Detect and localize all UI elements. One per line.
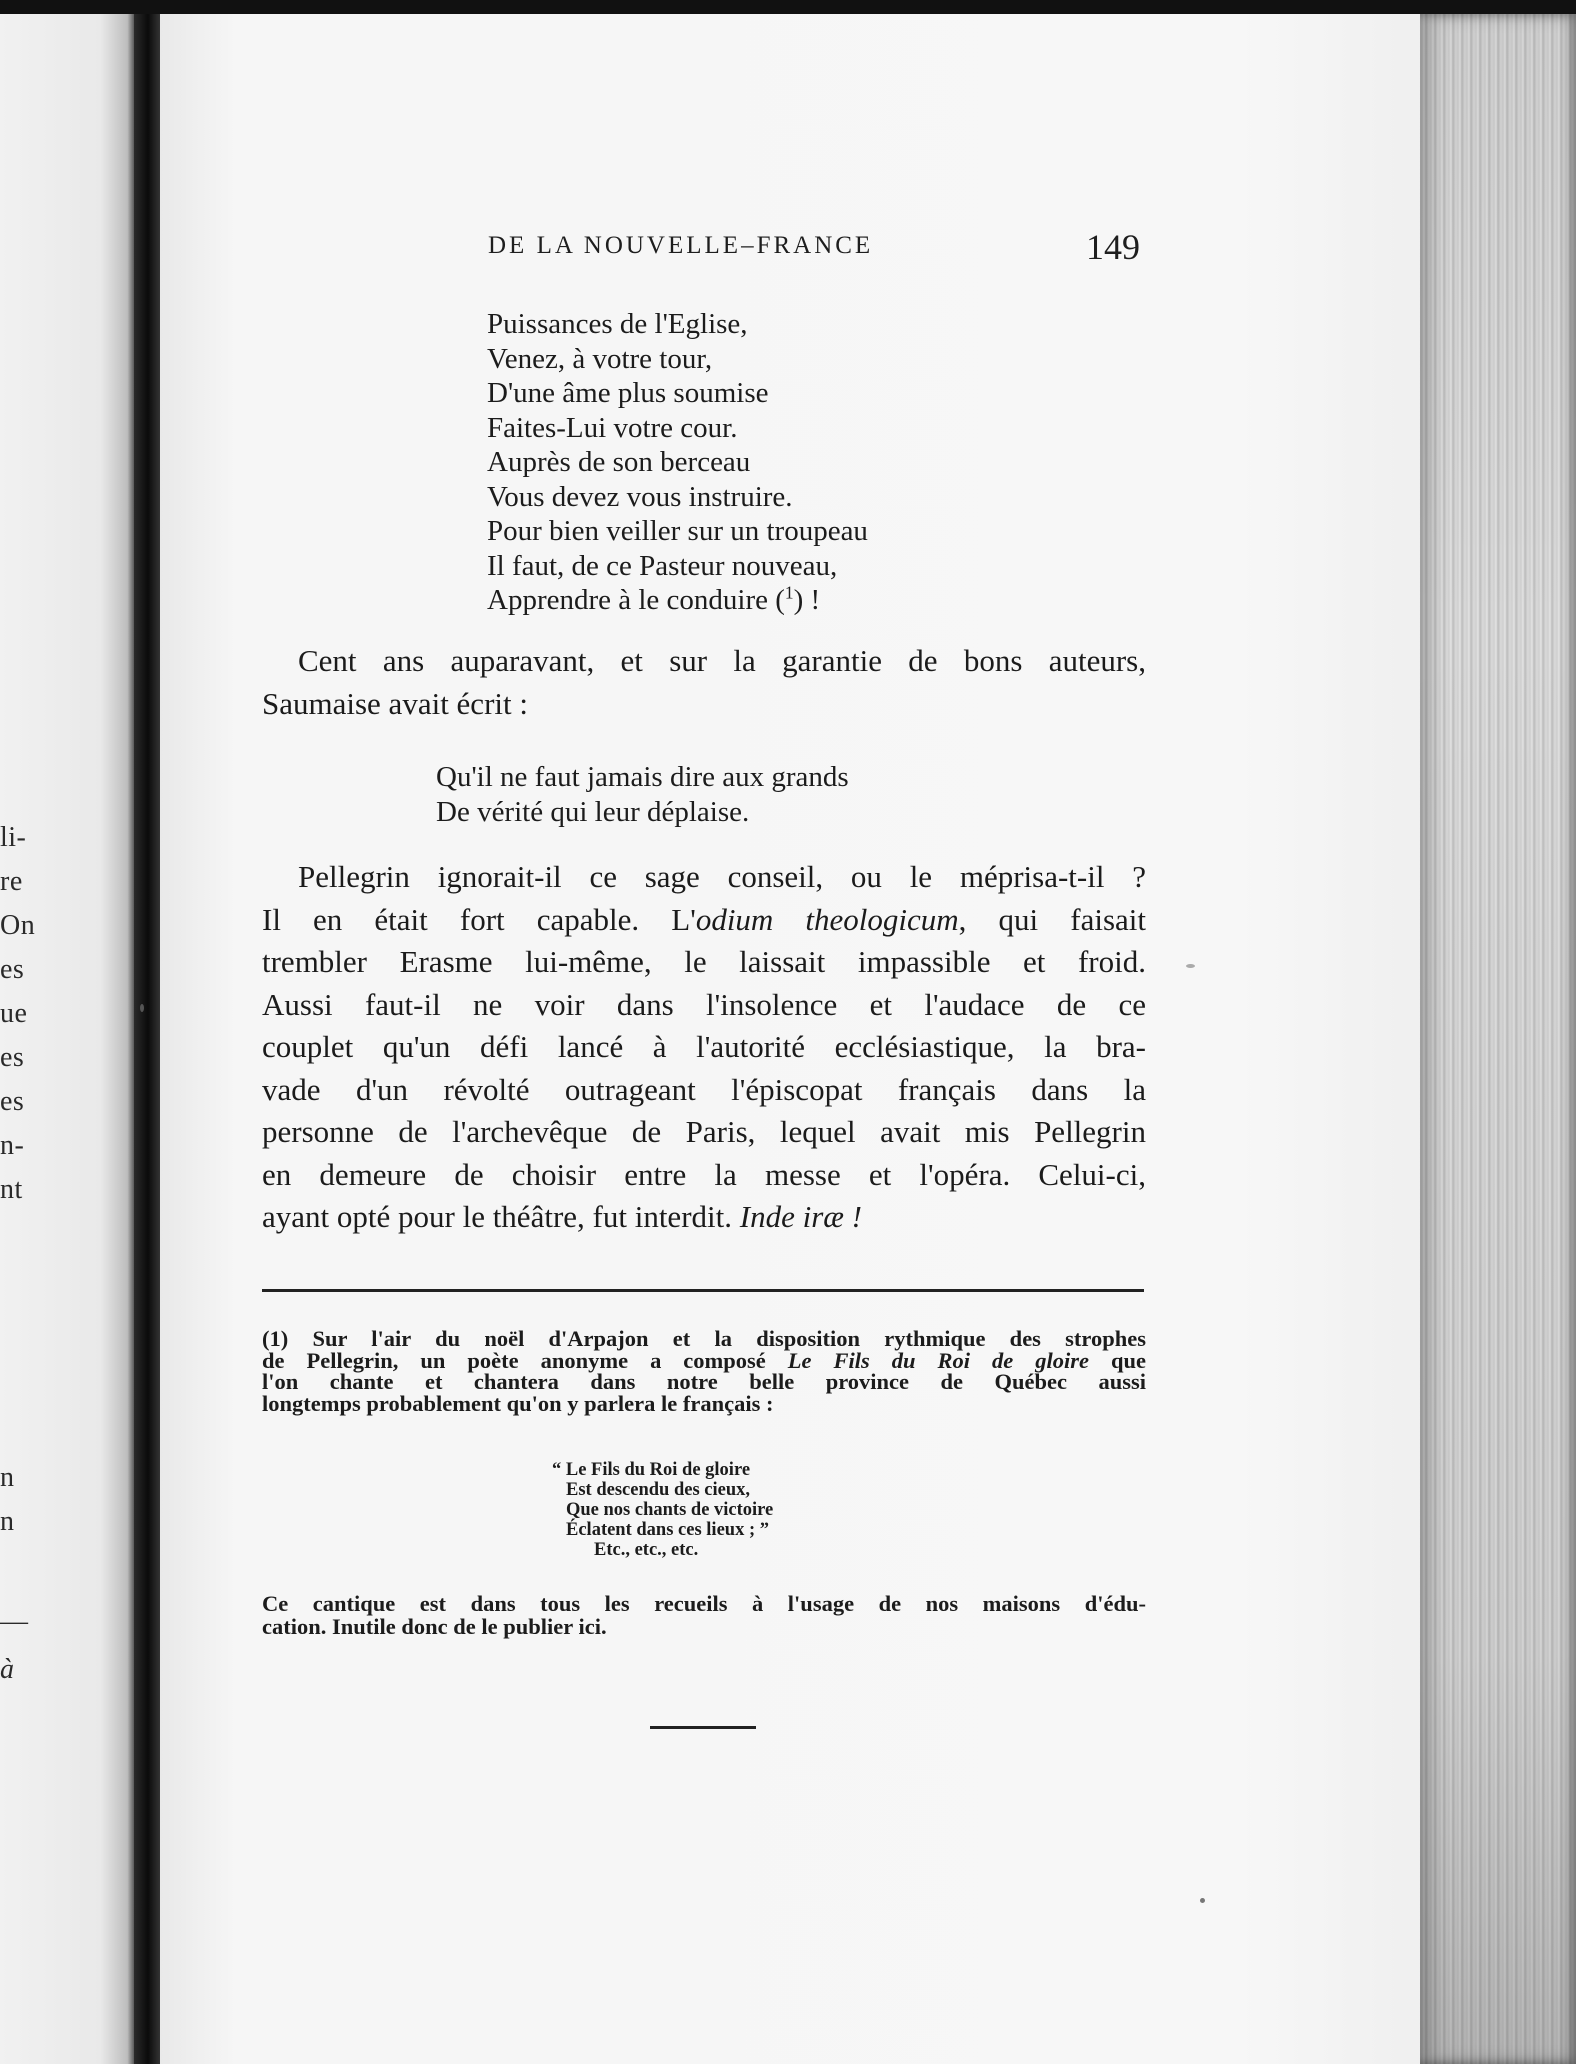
verse-line-last — [487, 583, 868, 618]
paragraph-line — [262, 1196, 1146, 1239]
left-fragment: On — [0, 910, 36, 941]
verse-line: Puissances de l'Eglise, — [487, 308, 748, 340]
footnote-verse-etc: Etc., etc., etc. — [594, 1540, 699, 1560]
verse-line: D'une âme plus soumise — [487, 377, 769, 409]
left-fragment: es — [0, 1086, 25, 1117]
footnote-line: (1) Sur l'air du noël d'Arpajon et la disposition rythmique des strophes — [262, 1326, 1146, 1351]
paragraph-line: en demeure de choisir entre la messe et l'opéra. Celui-ci, — [262, 1156, 1146, 1192]
left-fragment: nt — [0, 1174, 23, 1205]
page-edges — [1420, 14, 1576, 2064]
verse-stanza — [487, 307, 868, 618]
running-head: DE LA NOUVELLE–FRANCE — [488, 232, 874, 259]
footnote-closing — [262, 1592, 1146, 1638]
left-fragment: re — [0, 866, 23, 897]
verse-line: Vous devez vous instruire. — [487, 480, 793, 513]
left-fragment: es — [0, 954, 25, 985]
verse-line: Il faut, de ce Pasteur nouveau, — [487, 549, 838, 582]
quotation — [436, 760, 849, 829]
verse-line: Venez, à votre tour, — [487, 342, 713, 375]
paper-speck — [1200, 1898, 1205, 1903]
end-rule — [650, 1726, 756, 1729]
footnote-line: Ce cantique est dans tous les recueils à l'usage de nos maisons d'édu- — [262, 1591, 1146, 1616]
paragraph-line: Saumaise avait écrit : — [262, 685, 528, 721]
paragraph-line: personne de l'archevêque de Paris, lequel avait mis Pellegrin — [262, 1114, 1146, 1149]
text-run: que — [1089, 1347, 1147, 1373]
footnote-line: l'on chante et chantera dans notre belle province de Québec aussi — [262, 1369, 1146, 1394]
footnote-verse-line: Éclatent dans ces lieux ; ” — [566, 1520, 769, 1540]
italic-phrase: Inde iræ ! — [739, 1199, 863, 1234]
paragraph-pellegrin — [262, 856, 1146, 1239]
quote-line: De vérité qui leur déplaise. — [436, 795, 750, 828]
left-fragment: ue — [0, 998, 28, 1029]
verse-line-tail: ) ! — [793, 584, 821, 616]
footnote-line — [262, 1347, 1147, 1373]
text-run: de Pellegrin, un poète anonyme a composé — [262, 1347, 788, 1373]
paragraph-line: Pellegrin ignorait-il ce sage conseil, ou le méprisa-t-il ? — [298, 859, 1146, 894]
footnote — [262, 1328, 1146, 1414]
paper-speck — [1186, 964, 1195, 968]
footnote-verse-line: Que nos chants de victoire — [566, 1500, 774, 1520]
paragraph-line: trembler Erasme lui-même, le laissait impassible et froid. — [262, 944, 1146, 979]
left-fragment: à — [0, 1654, 15, 1685]
left-fragment: es — [0, 1042, 25, 1073]
text-run: ayant opté pour le théâtre, fut interdit. — [262, 1199, 740, 1234]
verse-line: Auprès de son berceau — [487, 446, 751, 478]
page-number: 149 — [1086, 227, 1140, 267]
footnote-ref: 1 — [784, 582, 794, 603]
book-gutter — [134, 14, 162, 2064]
paragraph-saumaise — [262, 640, 1146, 725]
footnote-verse — [552, 1460, 773, 1560]
paragraph-line: couplet qu'un défi lancé à l'autorité ecclésiastique, la bra- — [262, 1029, 1146, 1064]
footnote-verse-line: “ Le Fils du Roi de gloire — [552, 1460, 751, 1480]
footnote-rule — [262, 1289, 1144, 1292]
quote-line: Qu'il ne faut jamais dire aux grands — [436, 761, 849, 793]
paragraph-line: vade d'un révolté outrageant l'épiscopat français dans la — [262, 1071, 1146, 1107]
left-fragment: li- — [0, 822, 27, 853]
paper-speck — [140, 1004, 144, 1012]
text-run: Il en était fort capable. L' — [262, 901, 696, 937]
italic-title: Le Fils du Roi de gloire — [787, 1347, 1090, 1373]
paragraph-line: Aussi faut-il ne voir dans l'insolence et l'audace de ce — [262, 986, 1146, 1022]
footnote-line: cation. Inutile donc de le publier ici. — [262, 1614, 607, 1639]
paragraph-line — [262, 899, 1146, 942]
verse-line: Faites-Lui votre cour. — [487, 411, 738, 444]
left-fragment: n- — [0, 1130, 25, 1161]
left-fragment: n — [0, 1506, 15, 1537]
verse-line: Pour bien veiller sur un troupeau — [487, 515, 868, 547]
italic-phrase: odium theologicum — [695, 901, 959, 937]
footnote-verse-line: Est descendu des cieux, — [566, 1480, 750, 1500]
left-facing-page — [0, 14, 134, 2064]
text-run: , qui faisait — [958, 901, 1147, 937]
verse-line-text: Apprendre à le conduire ( — [487, 584, 785, 616]
left-fragment: n — [0, 1462, 15, 1493]
footnote-line: longtemps probablement qu'on y parlera le français : — [262, 1390, 774, 1416]
paragraph-line: Cent ans auparavant, et sur la garantie de bons auteurs, — [298, 643, 1146, 678]
left-fragment: — — [0, 1606, 29, 1637]
left-page-text-fragments — [0, 14, 60, 2064]
